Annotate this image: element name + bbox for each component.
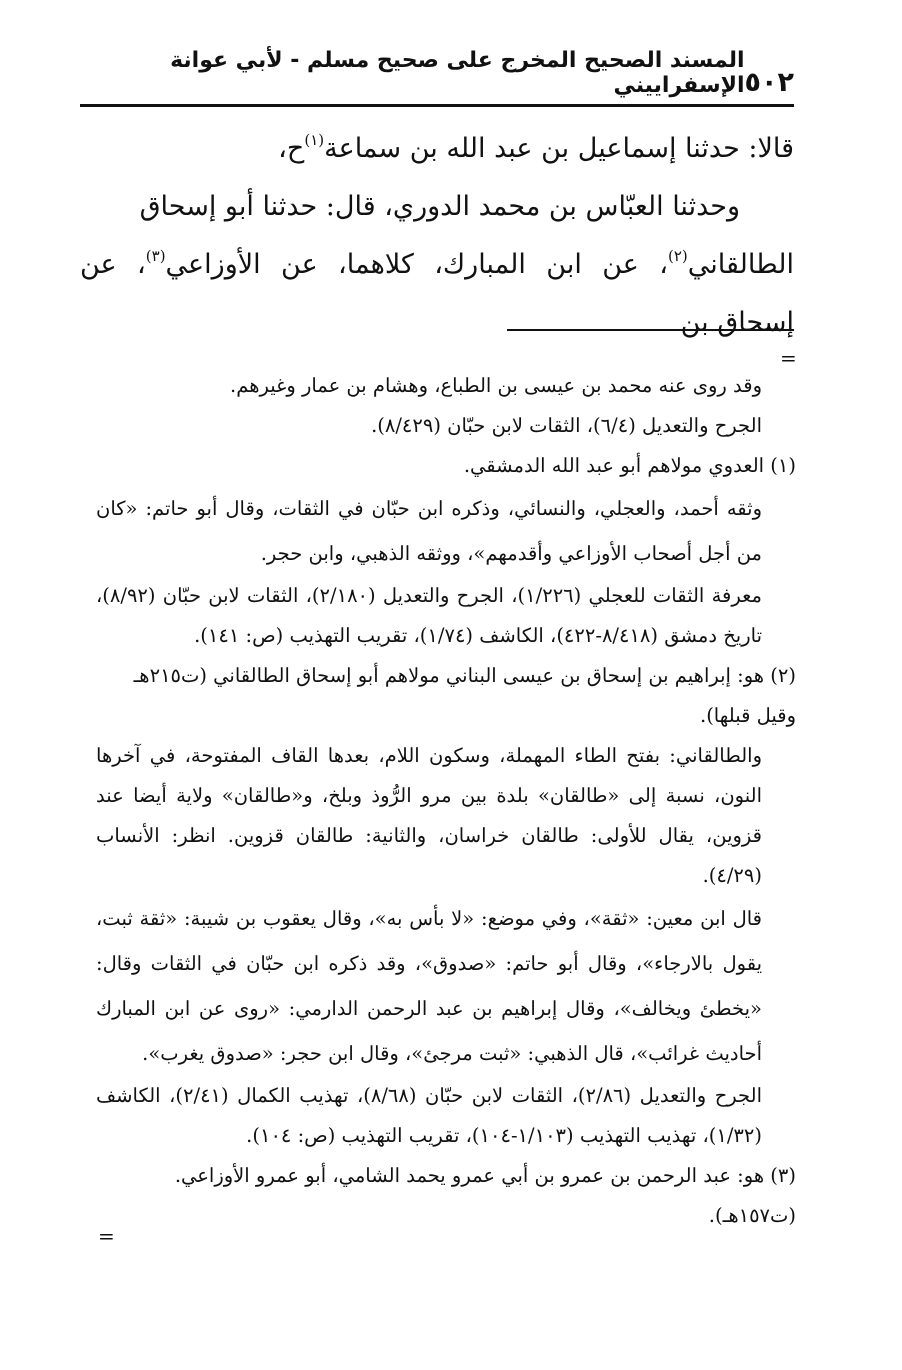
footnotes bbox=[96, 366, 796, 1236]
footnote-2-refs: الجرح والتعديل (٢/٨٦)، الثقات لابن حبّان (٨/٦٨)، تهذيب الكمال (٢/٤١)، الكاشف (١/٣٢)، تهذيب التهذيب (١/١٠٣-١٠٤)، تقريب التهذيب (ص: ١٠٤). bbox=[96, 1084, 762, 1147]
main-text bbox=[80, 120, 794, 352]
footnote-1-refs: معرفة الثقات للعجلي (١/٢٢٦)، الجرح والتعديل (٢/١٨٠)، الثقات لابن حبّان (٨/٩٢)، تاريخ دمشق (٨/٤١٨-٤٢٢)، الكاشف (١/٧٤)، تقريب التهذيب (ص: ١٤١). bbox=[96, 584, 762, 647]
continuation-mark-bottom: = bbox=[98, 1224, 115, 1248]
main-line-1: قالا: حدثنا إسماعيل بن عبد الله بن سماعة$^{(١)}$ح، bbox=[278, 131, 794, 164]
main-line-2: وحدثنا العبّاس بن محمد الدوري، قال: حدثنا أبو إسحاق bbox=[139, 191, 740, 222]
footnote-1-text: وثقه أحمد، والعجلي، والنسائي، وذكره ابن حبّان في الثقات، وقال أبو حاتم: «كان من أجل أصحاب الأوزاعي وأقدمهم»، ووثقه الذهبي، وابن حجر. bbox=[96, 497, 762, 565]
footnote-marker-3[interactable]: (٣) bbox=[145, 247, 166, 265]
footnote-1-heading: (١) العدوي مولاهم أبو عبد الله الدمشقي. bbox=[463, 454, 796, 477]
page-number: ٥٠٢ bbox=[744, 67, 794, 98]
footnote-2-heading: (٢) هو: إبراهيم بن إسحاق بن عيسى البناني مولاهم أبو إسحاق الطالقاني (ت٢١٥هـ وقيل قبلها). bbox=[133, 664, 796, 727]
main-line-3: الطالقاني$^{(٢)}$، عن ابن المبارك، كلاهما، عن الأوزاعي$^{(٣)}$، عن إسحاق بن bbox=[80, 247, 795, 338]
continuation-mark-top: = bbox=[780, 346, 797, 370]
footnote-2-nisba: والطالقاني: بفتح الطاء المهملة، وسكون اللام، بعدها القاف المفتوحة، في آخرها النون، نسبة إلى «طالقان» بلدة بين مرو الرُّوذ وبلخ، و«طالقان» ولاية أيضا عند قزوين، يقال للأولى: طالقان خراسان، والثانية: طالقان قزوين. انظر: الأنساب (٤/٢٩). bbox=[96, 744, 762, 887]
footnote-marker-2[interactable]: (٢) bbox=[668, 247, 688, 265]
footnote-2-text: قال ابن معين: «ثقة»، وفي موضع: «لا بأس به»، وقال يعقوب بن شيبة: «ثقة ثبت، يقول بالارجاء»، وقال أبو حاتم: «صدوق»، وقد ذكره ابن حبّان في الثقات وقال: «يخطئ ويخالف»، وقال إبراهيم بن عبد الرحمن الدارمي: «روى عن ابن المبارك أحاديث غرائب»، قال الذهبي: «ثبت مرجئ»، وقال ابن حجر: «صدوق يغرب». bbox=[96, 907, 762, 1065]
footnote-marker-1[interactable]: (١) bbox=[304, 131, 325, 149]
header-rule bbox=[80, 104, 794, 107]
footnote-carryover-text: وقد روى عنه محمد بن عيسى بن الطباع، وهشام بن عمار وغيرهم. bbox=[230, 374, 762, 397]
footnote-carryover-refs: الجرح والتعديل (٦/٤)، الثقات لابن حبّان (٨/٤٢٩). bbox=[371, 414, 762, 437]
footnote-3-heading: (٣) هو: عبد الرحمن بن عمرو بن أبي عمرو يحمد الشامي، أبو عمرو الأوزاعي. (ت١٥٧هـ). bbox=[174, 1164, 796, 1227]
footnote-separator bbox=[507, 329, 794, 331]
running-title: المسند الصحيح المخرج على صحيح مسلم - لأبي عوانة الإسفراييني bbox=[170, 48, 745, 98]
page-header bbox=[80, 48, 794, 98]
